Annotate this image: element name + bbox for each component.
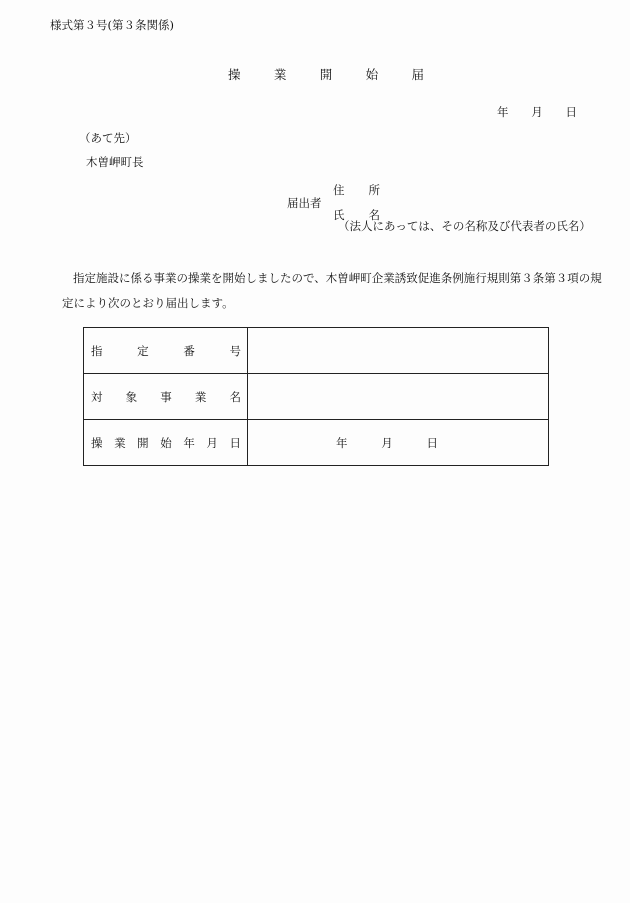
label-char: 日: [229, 435, 241, 450]
title-char: 始: [365, 67, 379, 82]
addressee-label: （あて先）: [79, 131, 137, 145]
title-char: 届: [411, 67, 424, 82]
title-char: 業: [273, 67, 287, 82]
info-table: [83, 327, 549, 466]
month-label: 月: [381, 435, 393, 450]
business-name-field[interactable]: [248, 374, 549, 420]
day-label: 日: [426, 435, 438, 450]
submission-date: [497, 104, 577, 120]
table-row: [84, 374, 549, 420]
label-char: 番: [183, 343, 195, 358]
label-char: 名: [229, 389, 241, 404]
label-char: 指: [91, 343, 103, 358]
label-char: 定: [137, 343, 149, 358]
document-title: [228, 65, 424, 83]
label-char: 操: [91, 435, 103, 450]
label-char: 年: [183, 435, 195, 450]
name-char: 氏: [333, 208, 345, 222]
title-char: 操: [228, 67, 241, 82]
row-label-start-date: [84, 420, 248, 466]
address-char: 所: [368, 183, 380, 197]
title-char: 開: [319, 67, 333, 82]
label-char: 号: [229, 343, 241, 358]
body-text: 指定施設に係る事業の操業を開始しましたので、木曽岬町企業誘致促進条例施行規則第３条第３項の規定により次のとおり届出します。: [62, 271, 602, 310]
label-char: 対: [91, 389, 103, 404]
label-char: 事: [160, 389, 172, 404]
label-char: 開: [137, 435, 149, 450]
label-char: 業: [114, 435, 126, 450]
year-label: 年: [336, 435, 348, 450]
address-label: [333, 182, 380, 198]
month-label: 月: [531, 105, 543, 119]
applicant-label: 届出者: [287, 196, 322, 210]
addressee-name: 木曽岬町長: [86, 155, 144, 169]
corporate-note: （法人にあっては、その名称及び代表者の氏名）: [338, 219, 591, 233]
label-char: 象: [125, 389, 138, 404]
row-label-designation-number: [84, 328, 248, 374]
label-char: 月: [206, 435, 218, 450]
row-label-business-name: [84, 374, 248, 420]
year-label: 年: [497, 105, 509, 119]
address-char: 住: [333, 183, 345, 197]
form-number: 様式第３号(第３条関係): [50, 18, 174, 32]
table-row: [84, 328, 549, 374]
label-char: 業: [194, 389, 207, 404]
label-char: 始: [160, 435, 172, 450]
start-date-field[interactable]: [248, 420, 549, 466]
day-label: 日: [565, 105, 577, 119]
table-row: [84, 420, 549, 466]
name-char: 名: [368, 208, 380, 222]
designation-number-field[interactable]: [248, 328, 549, 374]
